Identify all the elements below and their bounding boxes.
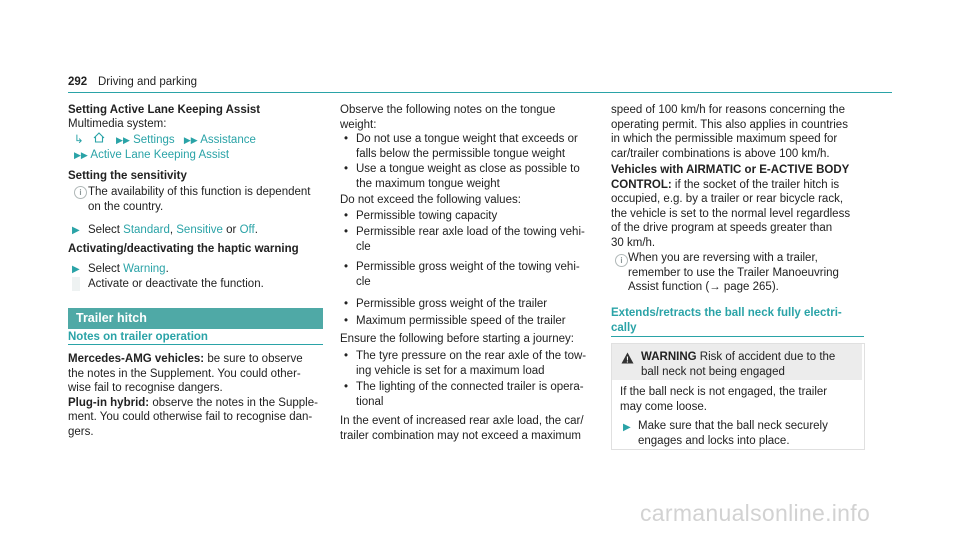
warning-triangle-icon bbox=[621, 351, 634, 369]
option-off[interactable]: Off bbox=[239, 224, 255, 236]
list-item: • The lighting of the connected trailer is opera- tional bbox=[344, 381, 584, 408]
sensitivity-heading: Setting the sensitivity bbox=[68, 170, 187, 182]
list-item: • Maximum permissible speed of the trailer bbox=[344, 315, 566, 327]
watermark: carmanualsonline.info bbox=[640, 500, 871, 526]
home-icon bbox=[93, 132, 105, 148]
trailer-hitch-title: Trailer hitch bbox=[76, 311, 147, 325]
trailer-hitch-bar bbox=[68, 308, 323, 329]
list-item: • Permissible gross weight of the towing vehi- cle bbox=[344, 261, 580, 288]
availability-note: The availability of this function is dependent on the country. bbox=[88, 186, 311, 213]
extends-rule bbox=[611, 336, 864, 337]
section-heading: Setting Active Lane Keeping Assist bbox=[68, 104, 261, 116]
list-item: • Permissible towing capacity bbox=[344, 210, 498, 222]
warning-text: WARNING Risk of accident due to the ball neck not being engaged bbox=[641, 351, 836, 378]
double-chevron-icon: ▶▶ bbox=[116, 135, 130, 145]
nav-lane-keeping-link[interactable]: Active Lane Keeping Assist bbox=[90, 149, 230, 161]
speed-note: speed of 100 km/h for reasons concerning the operating permit. This also applies in countries in which the permissible maximum speed for car/trailer combinations is above 100 km/h. bbox=[611, 104, 848, 160]
ensure-intro: Ensure the following before starting a journey: bbox=[340, 333, 574, 345]
reverse-note: When you are reversing with a trailer, remember to use the Trailer Manoeuvring Assist function (→ page 265). bbox=[628, 252, 839, 293]
haptic-heading: Activating/deactivating the haptic warning bbox=[68, 243, 299, 255]
action-bar bbox=[72, 277, 80, 291]
list-item: • The tyre pressure on the rear axle of the tow- ing vehicle is set for a maximum load bbox=[344, 350, 587, 377]
option-standard[interactable]: Standard bbox=[123, 224, 170, 236]
info-icon: i bbox=[615, 254, 628, 267]
option-warning[interactable]: Warning bbox=[123, 263, 166, 275]
double-chevron-icon: ▶▶ bbox=[183, 135, 198, 145]
running-header: Driving and parking bbox=[98, 76, 198, 88]
exceed-intro: Do not exceed the following values: bbox=[340, 194, 521, 206]
page-number: 292 bbox=[68, 76, 88, 88]
haptic-instructions: Select Warning. Activate or deactivate the function. bbox=[88, 263, 264, 290]
warning-action: Make sure that the ball neck securely engages and locks into place. bbox=[638, 420, 828, 447]
list-item: • Permissible gross weight of the trailer bbox=[344, 298, 548, 310]
warning-body: If the ball neck is not engaged, the trailer may come loose. bbox=[620, 386, 828, 413]
warning-label: WARNING bbox=[641, 351, 697, 363]
option-sensitive[interactable]: Sensitive bbox=[176, 224, 223, 236]
list-item: • Use a tongue weight as close as possible to the maximum tongue weight bbox=[344, 163, 580, 190]
notes-rule bbox=[68, 344, 323, 345]
notes-heading: Notes on trailer operation bbox=[68, 331, 208, 343]
nav-path-line2 bbox=[74, 148, 229, 163]
nav-settings-link[interactable]: Settings bbox=[133, 134, 175, 146]
amg-note: Mercedes-AMG vehicles: be sure to observe the notes in the Supplement. You could other- wise fail to recognise dangers. Plug-in hybrid: observe the notes in the Supple- ment. You could otherwise fail to recognise dan- gers. bbox=[68, 353, 318, 438]
info-icon: i bbox=[74, 186, 87, 199]
header-rule bbox=[68, 92, 892, 93]
nav-path bbox=[74, 132, 256, 148]
extends-heading: Extends/retracts the ball neck fully electri- cally bbox=[611, 307, 842, 334]
tongue-intro: Observe the following notes on the tongue weight: bbox=[340, 104, 556, 131]
action-triangle-icon: ▶ bbox=[72, 225, 80, 236]
svg-text:!: ! bbox=[626, 355, 629, 364]
list-item: • Permissible rear axle load of the towing vehi- cle bbox=[344, 226, 585, 253]
action-triangle-icon: ▶ bbox=[623, 422, 631, 433]
nav-assistance-link[interactable]: Assistance bbox=[200, 134, 256, 146]
axle-load-note: In the event of increased rear axle load, the car/ trailer combination may not exceed a maximum bbox=[340, 415, 584, 442]
action-triangle-icon: ▶ bbox=[72, 264, 80, 275]
path-intro: Multimedia system: bbox=[68, 118, 167, 130]
return-arrow-icon: ↳ bbox=[74, 134, 84, 146]
airmatic-note: Vehicles with AIRMATIC or E-ACTIVE BODY CONTROL: if the socket of the trailer hitch is occupied, e.g. by a trailer or rear bicycle rack, the vehicle is set to the normal level regardless of the drive program at speeds greater than 30 km/h. bbox=[611, 164, 851, 249]
list-item: • Do not use a tongue weight that exceeds or falls below the permissible tongue weight bbox=[344, 133, 578, 160]
sensitivity-options: Select Standard, Sensitive or Off. bbox=[88, 224, 258, 236]
double-chevron-icon: ▶▶ bbox=[74, 150, 88, 160]
